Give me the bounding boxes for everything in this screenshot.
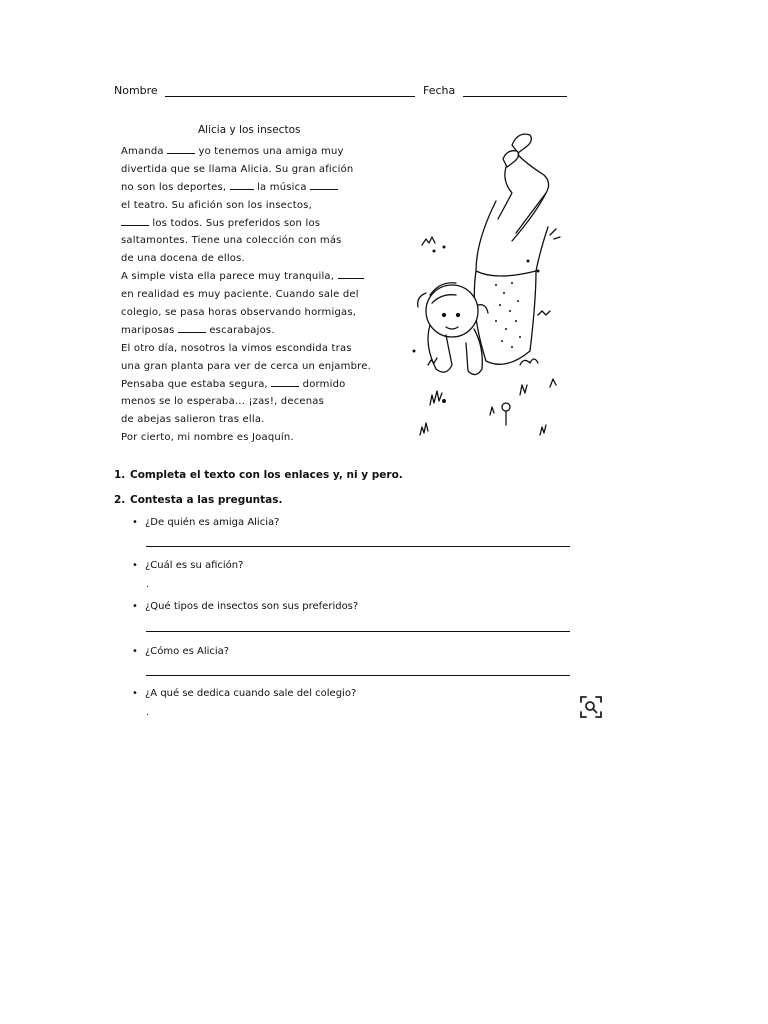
question-item: • ¿A qué se dedica cuando sale del colegio? — [132, 688, 357, 699]
fill-blank[interactable] — [230, 179, 254, 190]
fill-blank[interactable] — [310, 179, 338, 190]
story-line: A simple vista ella parece muy tranquila, — [121, 268, 391, 286]
story-line: Amanda yo tenemos una amiga muy — [121, 143, 391, 161]
story-line: Por cierto, mi nombre es Joaquín. — [121, 432, 294, 444]
story-line: una gran planta para ver de cerca un enjambre. — [121, 360, 371, 372]
question-item: • ¿Cómo es Alicia? — [132, 646, 230, 657]
fill-blank[interactable] — [121, 215, 149, 226]
answer-line[interactable] — [146, 675, 570, 676]
story-line: de una docena de ellos. — [121, 253, 245, 265]
story-line: divertida que se llama Alicia. Su gran afición — [121, 163, 354, 175]
name-field — [114, 84, 415, 97]
story-line: menos se lo esperaba... ¡zas!, decenas — [121, 396, 325, 408]
date-label: Fecha — [423, 84, 456, 97]
answer-line[interactable] — [146, 546, 570, 547]
girl-with-insects-illustration — [400, 115, 580, 460]
story-line: en realidad es muy paciente. Cuando sale del — [121, 289, 359, 301]
story-line: colegio, se pasa horas observando hormigas, — [121, 307, 357, 319]
story-line: El otro día, nosotros la vimos escondida tras — [121, 342, 352, 354]
date-field — [423, 84, 567, 97]
name-line — [165, 84, 415, 97]
story-line: Pensaba que estaba segura, dormido — [121, 376, 391, 394]
story-line: los todos. Sus preferidos son los — [121, 215, 391, 233]
zoom-button[interactable] — [578, 694, 604, 720]
story-text — [121, 143, 391, 447]
fill-blank[interactable] — [338, 268, 364, 279]
story-line: saltamontes. Tiene una colección con más — [121, 235, 342, 247]
story-line: mariposas escarabajos. — [121, 322, 391, 340]
fill-blank[interactable] — [271, 376, 299, 387]
question-item: • ¿Qué tipos de insectos son sus preferidos? — [132, 601, 359, 612]
fill-blank[interactable] — [178, 322, 206, 333]
answer-mark: . — [146, 580, 149, 590]
name-label: Nombre — [114, 84, 158, 97]
zoom-lens-icon — [578, 694, 604, 720]
instruction-1: 1. Completa el texto con los enlaces y, ni y pero. — [114, 469, 403, 481]
question-item: • ¿De quién es amiga Alicia? — [132, 517, 280, 528]
story-title: Alicia y los insectos — [198, 124, 301, 136]
answer-line[interactable] — [146, 631, 570, 632]
fill-blank[interactable] — [167, 143, 195, 154]
story-line: de abejas salieron tras ella. — [121, 414, 265, 426]
story-line: el teatro. Su afición son los insectos, — [121, 199, 312, 211]
instruction-2: 2. Contesta a las preguntas. — [114, 494, 283, 506]
date-line — [463, 84, 567, 97]
answer-mark: . — [146, 708, 149, 718]
question-item: • ¿Cuál es su afición? — [132, 560, 244, 571]
story-line: no son los deportes, la música — [121, 179, 391, 197]
